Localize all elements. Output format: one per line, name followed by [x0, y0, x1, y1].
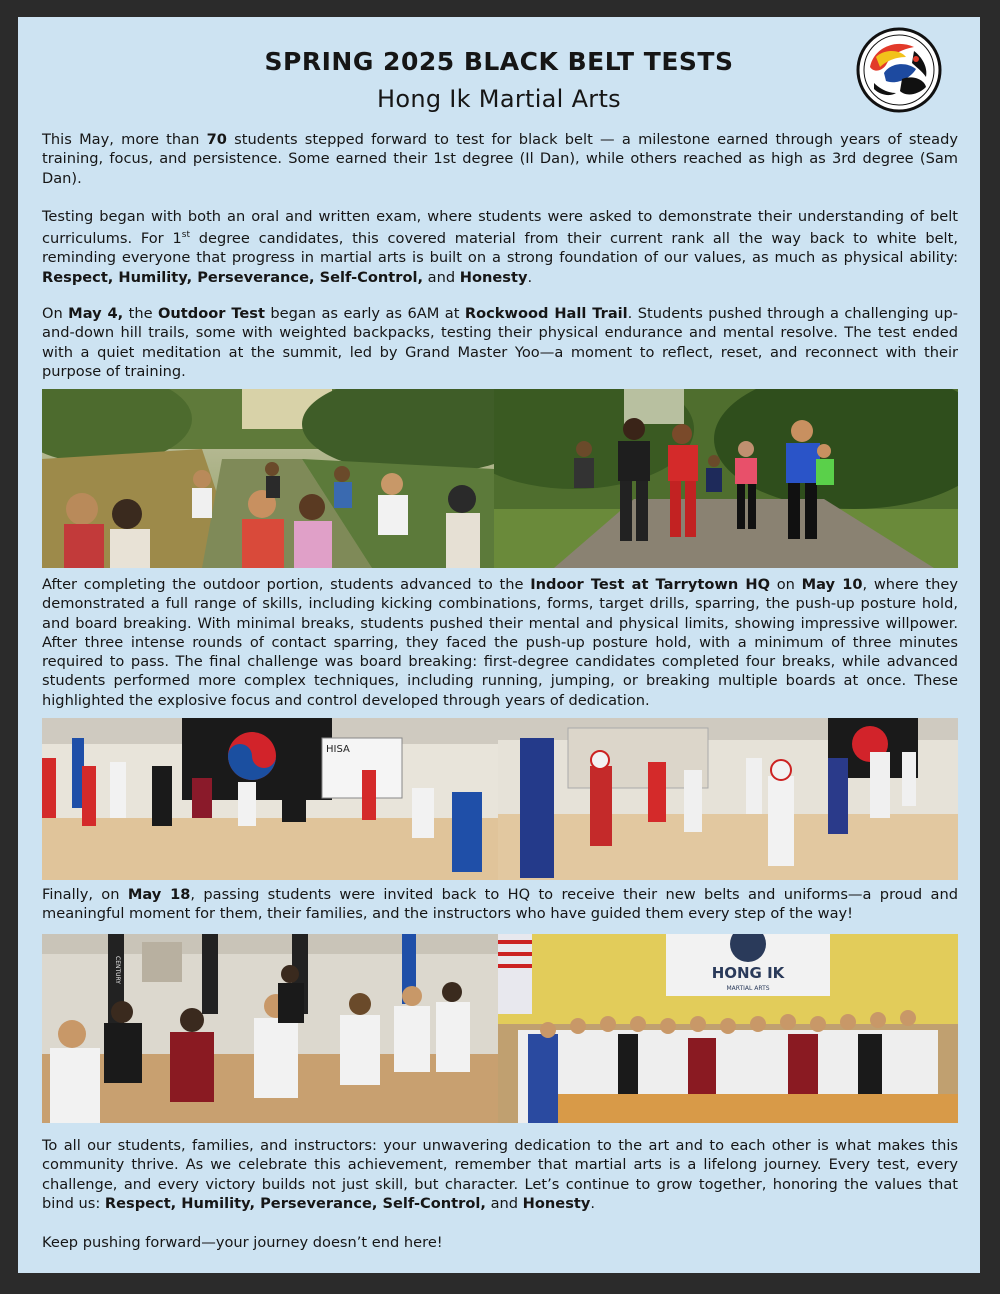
closing-core-values: Respect, Humility, Perseverance, Self-Control, [104, 1194, 486, 1212]
indoor-paragraph [42, 575, 958, 710]
conjunction: and [423, 268, 460, 286]
page-subtitle: Hong Ik Martial Arts [377, 85, 621, 113]
indoor-test-name: Indoor Test at Tarrytown HQ [530, 576, 771, 593]
window-sign-text: HISA [326, 744, 350, 755]
ceremony-text-2: , passing students were invited back to HQ to receive their new belts and uniforms—a proud and meaningful moment for them, their families, and the instructors who have guided them every step of the way! [42, 886, 958, 923]
closing-conjunction: and [485, 1194, 523, 1212]
outdoor-text-4: . Students pushed through a challenging up-and-down hill trails, some with weighted backpacks, testing their physical endurance and mental resolve. The test ended with a quiet meditation at the summit, led by Grand Master Yoo—a moment to reflect, reset, and reconnect with their purpose of training. [42, 305, 958, 380]
indoor-text-3: , where they demonstrated a full range of skills, including kicking combinations, forms, target drills, sparring, the push-up posture hold, and board breaking. With minimal breaks, students pushed their mental and physical limits, showing impressive willpower. After three intense rounds of contact sparring, they faced the push-up posture hold, with a minimum of three minutes required to pass. The final challenge was board breaking: first-degree candidates completed four breaks, while advanced students performed more complex techniques, including running, jumping, or breaking multiple boards at once. These highlighted the explosive focus and control developed through years of dedication. [42, 576, 958, 709]
student-count: 70 [206, 131, 227, 148]
forms-demonstration-photo [42, 718, 498, 880]
sparring-photo [498, 718, 958, 880]
hall-sign-text: HONG IK [711, 964, 785, 982]
value-honesty: Honesty [459, 268, 528, 286]
outdoor-text: On [42, 305, 69, 322]
closing-period: . [590, 1194, 596, 1212]
ceremony-text: Finally, on [42, 886, 128, 903]
signoff-line: Keep pushing forward—your journey doesn’t end here! [42, 1234, 443, 1251]
closing-text: To all our students, families, and instructors: your unwavering dedication to the art and to each other is what makes this community thrive. As we celebrate this achievement, remember that martial arts is a lifelong journey. Every test, every challenge, and every victory builds not just skill, but character. Let’s continue to grow together, honoring the values that bind us: [42, 1137, 958, 1212]
testing-paragraph [42, 207, 958, 287]
outdoor-text-2: the [123, 305, 158, 322]
outdoor-test-name: Outdoor Test [158, 305, 265, 322]
group-photo [498, 934, 958, 1123]
intro-text-2: students stepped forward to test for black belt — a milestone earned through years of steady training, focus, and persistence. Some earned their 1st degree (Il Dan), while others reached as high as 3rd degree (Sam Dan). [42, 131, 958, 187]
indoor-date: May 10 [801, 576, 863, 593]
closing-paragraph [42, 1136, 958, 1213]
ceremony-photo-row [42, 934, 958, 1123]
outdoor-location: Rockwood Hall Trail [464, 305, 628, 322]
indoor-text-2: on [770, 576, 802, 593]
outdoor-text-3: began as early as 6AM at [264, 305, 465, 322]
trail-running-photo [494, 389, 958, 568]
closing-value-honesty: Honesty [522, 1194, 591, 1212]
outdoor-date: May 4, [68, 305, 124, 322]
newsletter-page [18, 17, 980, 1273]
trail-group-photo [42, 389, 494, 568]
testing-text-2: degree candidates, this covered material from their current rank all the way back to white belt, reminding everyone that progress in martial arts is built on a strong foundation of our values, as much as physical ability: [42, 230, 958, 267]
ceremony-paragraph [42, 885, 958, 924]
indoor-text: After completing the outdoor portion, students advanced to the [42, 576, 531, 593]
period: . [527, 268, 533, 286]
ordinal-suffix: st [181, 230, 190, 241]
page-title: SPRING 2025 BLACK BELT TESTS [264, 47, 734, 76]
ceremony-date: May 18 [127, 886, 191, 903]
indoor-photo-row [42, 718, 958, 880]
intro-text: This May, more than [42, 131, 207, 148]
seated-students-photo [42, 934, 498, 1123]
school-logo [856, 27, 942, 113]
outdoor-photo-row [42, 389, 958, 568]
core-values: Respect, Humility, Perseverance, Self-Control, [42, 268, 424, 286]
hall-sign-subtext: MARTIAL ARTS [726, 985, 770, 992]
outdoor-paragraph [42, 304, 958, 381]
testing-text: Testing began with both an oral and written exam, where students were asked to demonstrate their understanding of belt curriculums. For 1 [42, 208, 958, 248]
punching-bag-label: CENTURY [114, 956, 121, 984]
intro-paragraph [42, 130, 958, 188]
